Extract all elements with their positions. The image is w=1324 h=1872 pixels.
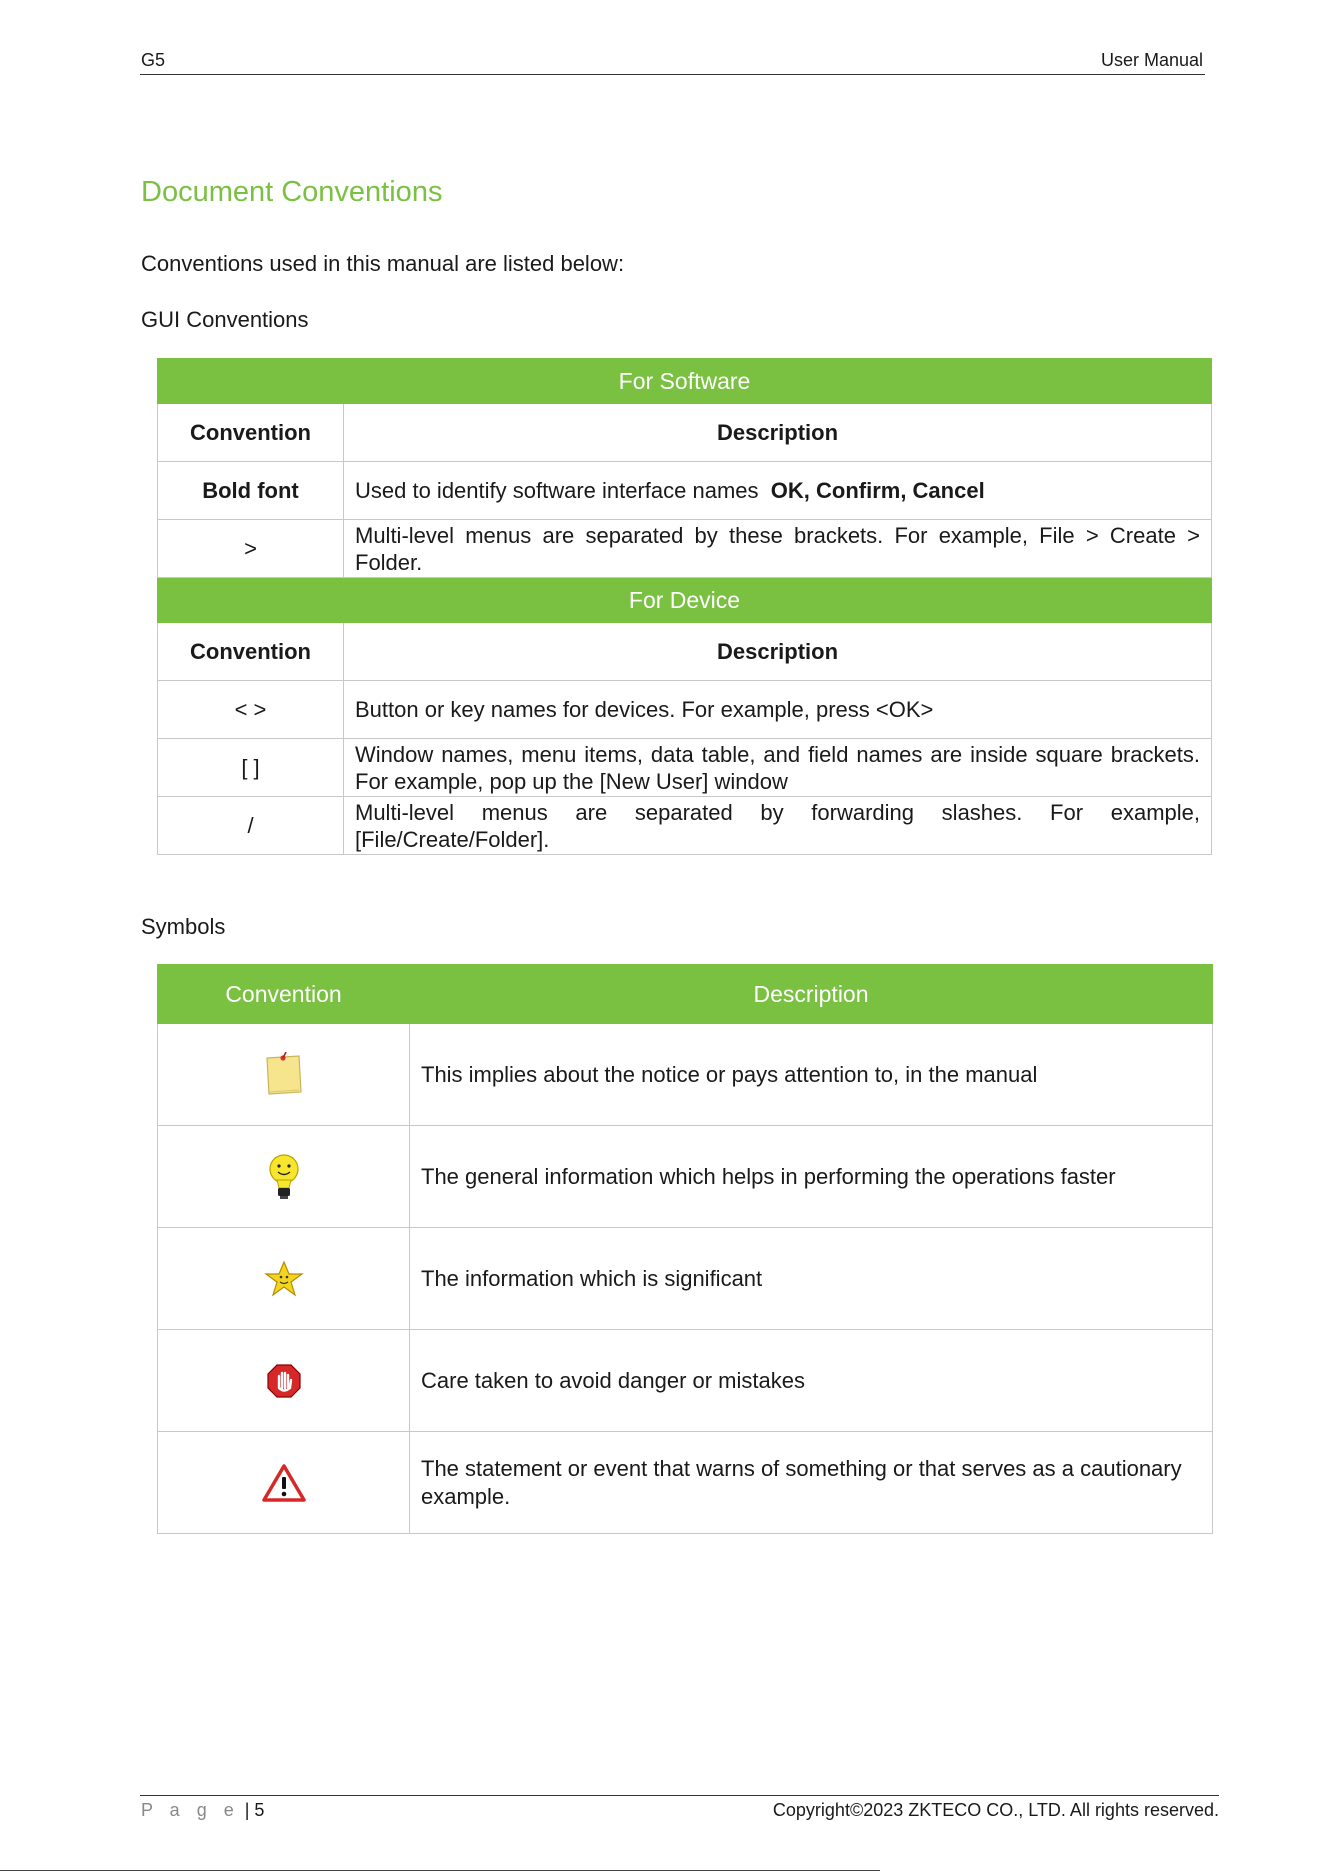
column-header-convention: Convention xyxy=(158,623,344,681)
table-row xyxy=(158,797,1212,855)
column-header-description: Description xyxy=(344,404,1212,462)
table-row xyxy=(158,1432,1213,1534)
page-bottom-line xyxy=(0,1870,880,1871)
column-header-description: Description xyxy=(344,623,1212,681)
page-number xyxy=(141,1800,264,1821)
description-cell: Multi-level menus are separated by these brackets. For example, File > Create > Folder. xyxy=(344,520,1212,578)
description-cell: The general information which helps in performing the operations faster xyxy=(410,1126,1213,1228)
interface-names-bold: OK, Confirm, Cancel xyxy=(770,478,985,503)
header-divider xyxy=(140,74,1205,75)
table-row xyxy=(158,1228,1213,1330)
table-row xyxy=(158,1024,1213,1126)
description-cell: The statement or event that warns of something or that serves as a cautionary example. xyxy=(410,1432,1213,1534)
table-row xyxy=(158,462,1212,520)
stop-hand-icon xyxy=(267,1364,301,1398)
table-row xyxy=(158,1330,1213,1432)
page-number-value: | 5 xyxy=(244,1800,265,1820)
column-header-convention: Convention xyxy=(158,404,344,462)
intro-text: Conventions used in this manual are listed below: xyxy=(141,251,625,276)
star-icon xyxy=(264,1260,304,1298)
lightbulb-icon xyxy=(266,1152,302,1202)
page-label: P a g e xyxy=(141,1800,240,1820)
description-text: Used to identify software interface names xyxy=(355,478,759,503)
description-cell: Multi-level menus are separated by forwarding slashes. For example, [File/Create/Folder]. xyxy=(344,797,1212,855)
column-header-convention: Convention xyxy=(158,965,410,1024)
table-row xyxy=(158,739,1212,797)
for-device-header: For Device xyxy=(158,578,1212,623)
convention-cell: Bold font xyxy=(158,462,344,520)
description-cell: Button or key names for devices. For example, press <OK> xyxy=(344,681,1212,739)
copyright-text: Copyright©2023 ZKTECO CO., LTD. All rights reserved. xyxy=(772,1800,1219,1820)
gui-conventions-table xyxy=(157,358,1212,855)
convention-cell: > xyxy=(158,520,344,578)
convention-cell: [ ] xyxy=(158,739,344,797)
for-software-header: For Software xyxy=(158,359,1212,404)
symbols-table xyxy=(157,964,1213,1534)
column-header-description: Description xyxy=(410,965,1213,1024)
convention-cell: / xyxy=(158,797,344,855)
gui-conventions-heading: GUI Conventions xyxy=(141,307,309,332)
description-cell xyxy=(344,462,1212,520)
table-row xyxy=(158,520,1212,578)
footer-divider xyxy=(140,1795,1219,1796)
description-cell: The information which is significant xyxy=(410,1228,1213,1330)
description-cell: Care taken to avoid danger or mistakes xyxy=(410,1330,1213,1432)
table-row xyxy=(158,681,1212,739)
page-title: Document Conventions xyxy=(141,176,443,208)
symbols-heading: Symbols xyxy=(141,914,226,939)
sticky-note-icon xyxy=(263,1052,305,1098)
table-row xyxy=(158,1126,1213,1228)
description-cell: Window names, menu items, data table, and field names are inside square brackets. For example, pop up the [New User] window xyxy=(344,739,1212,797)
header-product: G5 xyxy=(141,50,166,70)
convention-cell: < > xyxy=(158,681,344,739)
description-cell: This implies about the notice or pays attention to, in the manual xyxy=(410,1024,1213,1126)
header-manual-label: User Manual xyxy=(1100,50,1203,70)
warning-triangle-icon xyxy=(262,1464,306,1502)
